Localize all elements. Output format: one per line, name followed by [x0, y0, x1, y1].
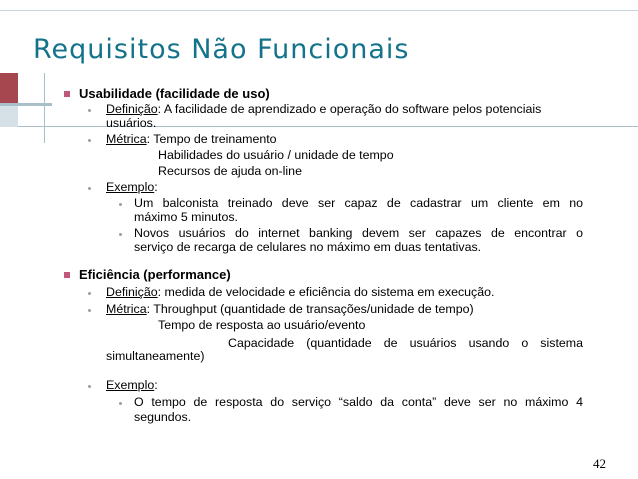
metrica-eficiencia: [106, 302, 474, 317]
decorative-top-rule: [0, 10, 638, 11]
exemplo-eficiencia: Exemplo:: [106, 378, 158, 392]
metrica-line: simultaneamente): [106, 349, 205, 363]
bullet-dot-icon: [88, 385, 91, 388]
exemplo-item: Um balconista treinado deve ser capaz de cadastrar um cliente em no: [134, 196, 583, 210]
definicao-text: : medida de velocidade e eficiência do sistema em execução.: [157, 285, 495, 299]
metrica-text: : Tempo de treinamento: [146, 132, 277, 146]
bullet-dot-icon: [88, 309, 91, 312]
bullet-square-icon: [64, 272, 70, 278]
definicao-usabilidade: [106, 102, 541, 117]
metrica-line: Habilidades do usuário / unidade de tempo: [158, 148, 394, 162]
exemplo-item: Novos usuários do internet banking devem ser capazes de encontrar o: [134, 226, 583, 240]
exemplo-usabilidade: Exemplo:: [106, 180, 158, 194]
section-heading-usabilidade: Usabilidade (facilidade de uso): [79, 86, 270, 101]
bullet-dot-icon: [119, 402, 122, 405]
exemplo-item-cont: máximo 5 minutos.: [134, 210, 238, 224]
bullet-dot-icon: [88, 187, 91, 190]
bullet-square-icon: [64, 91, 70, 97]
decorative-vertical-line: [44, 73, 45, 143]
exemplo-item: O tempo de resposta do serviço “saldo da conta” deve ser no máximo 4: [134, 395, 583, 409]
section-heading-eficiencia: Eficiência (performance): [79, 267, 231, 282]
page-number: 42: [593, 456, 606, 471]
bullet-dot-icon: [88, 109, 91, 112]
slide-title: Requisitos Não Funcionais: [33, 34, 410, 65]
metrica-text: : Throughput (quantidade de transações/unidade de tempo): [146, 302, 474, 316]
exemplo-label: Exemplo: [106, 180, 155, 194]
exemplo-item-cont: segundos.: [134, 410, 192, 424]
definicao-text: : A facilidade de aprendizado e operação do software pelos potenciais: [157, 102, 542, 116]
metrica-usabilidade: [106, 132, 277, 147]
decorative-left-block-light: [0, 103, 18, 127]
exemplo-label: Exemplo: [106, 378, 155, 392]
metrica-line: Recursos de ajuda on-line: [158, 164, 302, 178]
definicao-label: Definição: [106, 102, 158, 116]
metrica-line: Capacidade (quantidade de usuários usando o sistema: [228, 336, 583, 350]
bullet-dot-icon: [88, 292, 91, 295]
exemplo-item-cont: serviço de recarga de celulares no máximo em duas tentativas.: [134, 240, 482, 254]
definicao-usabilidade-cont: usuários.: [106, 116, 157, 130]
decorative-left-block: [0, 73, 18, 103]
metrica-label: Métrica: [106, 132, 147, 146]
definicao-label: Definição: [106, 285, 158, 299]
bullet-dot-icon: [119, 203, 122, 206]
definicao-eficiencia: [106, 285, 494, 300]
bullet-dot-icon: [88, 139, 91, 142]
metrica-label: Métrica: [106, 302, 147, 316]
bullet-dot-icon: [119, 233, 122, 236]
metrica-line: Tempo de resposta ao usuário/evento: [158, 318, 366, 332]
